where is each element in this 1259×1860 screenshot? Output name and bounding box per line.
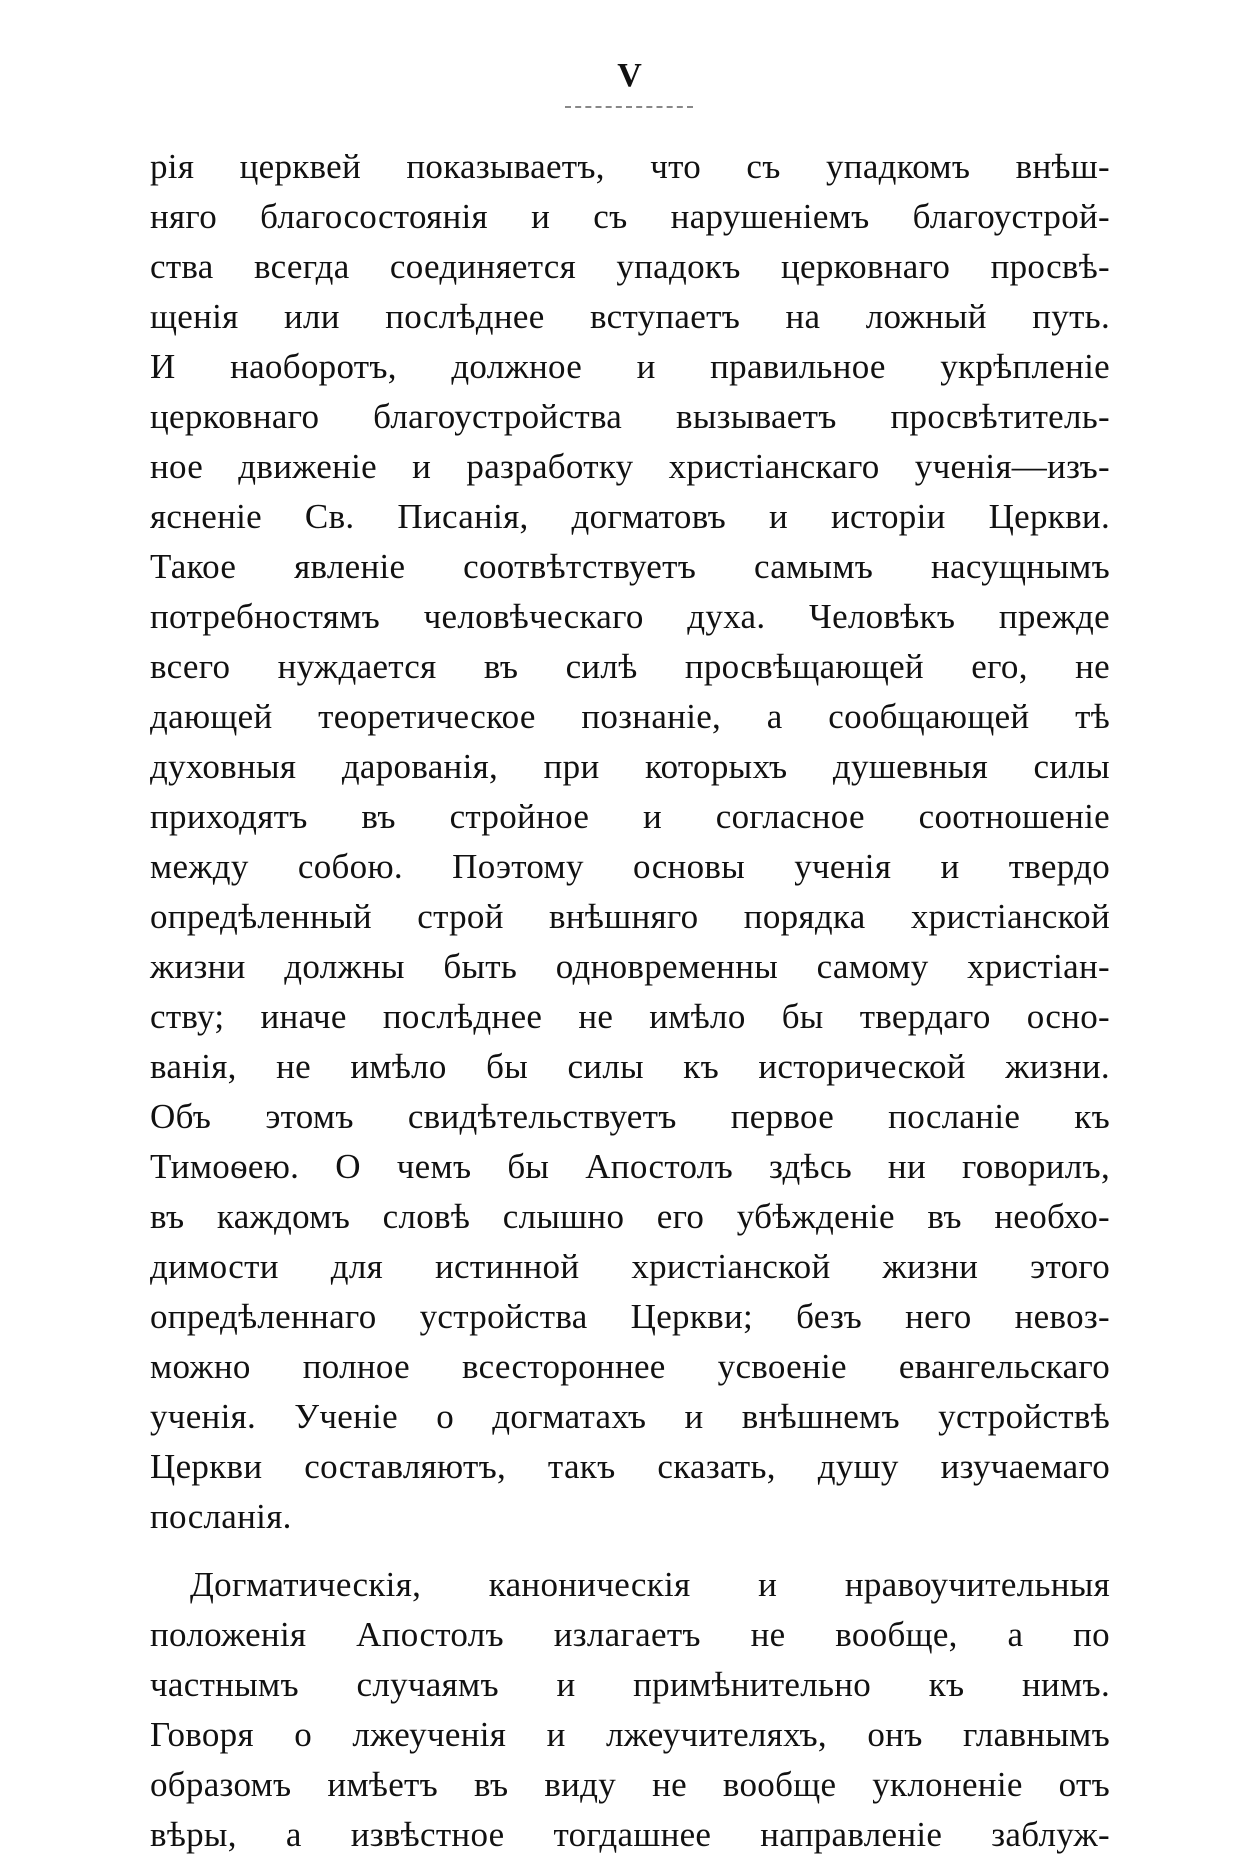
text-line: частнымъ случаямъ и примѣнительно къ нимъ. bbox=[150, 1665, 1110, 1704]
text-line: ясненіе Св. Писанія, догматовъ и исторіи Церкви. bbox=[150, 497, 1110, 536]
text-line: можно полное всестороннее усвоеніе евангельскаго bbox=[150, 1347, 1110, 1386]
text-line: рія церквей показываетъ, что съ упадкомъ внѣш- bbox=[150, 147, 1110, 186]
text-line: Тимоѳею. О чемъ бы Апостолъ здѣсь ни говорилъ, bbox=[150, 1147, 1110, 1186]
text-line: образомъ имѣетъ въ виду не вообще уклоненіе отъ bbox=[150, 1765, 1110, 1804]
text-line: няго благосостоянія и съ нарушеніемъ благоустрой- bbox=[150, 197, 1110, 236]
text-line: Объ этомъ свидѣтельствуетъ первое посланіе къ bbox=[150, 1097, 1110, 1136]
body-text bbox=[150, 142, 1110, 1860]
text-line: дающей теоретическое познаніе, а сообщающей тѣ bbox=[150, 697, 1110, 736]
text-line: всего нуждается въ силѣ просвѣщающей его, не bbox=[150, 647, 1110, 686]
text-line: опредѣленный строй внѣшняго порядка христіанской bbox=[150, 897, 1110, 936]
text-line: потребностямъ человѣческаго духа. Человѣкъ прежде bbox=[150, 597, 1110, 636]
text-line: Церкви составляютъ, такъ сказать, душу изучаемаго bbox=[150, 1447, 1110, 1486]
page-header bbox=[0, 56, 1259, 96]
paragraph bbox=[150, 1560, 1110, 1860]
text-line: ное движеніе и разработку христіанскаго ученія—изъ- bbox=[150, 447, 1110, 486]
paragraph-gap bbox=[150, 1542, 1110, 1560]
text-line: приходятъ въ стройное и согласное соотношеніе bbox=[150, 797, 1110, 836]
text-line: ванія, не имѣло бы силы къ исторической жизни. bbox=[150, 1047, 1110, 1086]
text-line: И наоборотъ, должное и правильное укрѣпленіе bbox=[150, 347, 1110, 386]
paragraph bbox=[150, 142, 1110, 1542]
text-line: положенія Апостолъ излагаетъ не вообще, а по bbox=[150, 1615, 1110, 1654]
text-line: жизни должны быть одновременны самому христіан- bbox=[150, 947, 1110, 986]
text-line: опредѣленнаго устройства Церкви; безъ него невоз- bbox=[150, 1297, 1110, 1336]
text-line: между собою. Поэтому основы ученія и твердо bbox=[150, 847, 1110, 886]
text-line: димости для истинной христіанской жизни этого bbox=[150, 1247, 1110, 1286]
text-line: ученія. Ученіе о догматахъ и внѣшнемъ устройствѣ bbox=[150, 1397, 1110, 1436]
text-line: вѣры, а извѣстное тогдашнее направленіе заблуж- bbox=[150, 1815, 1110, 1854]
text-line: Догматическія, каноническія и нравоучительныя bbox=[190, 1565, 1110, 1604]
text-line: Такое явленіе соотвѣтствуетъ самымъ насущнымъ bbox=[150, 547, 1110, 586]
text-line: ства всегда соединяется упадокъ церковнаго просвѣ- bbox=[150, 247, 1110, 286]
text-line: въ каждомъ словѣ слышно его убѣжденіе въ необхо- bbox=[150, 1197, 1110, 1236]
text-line: духовныя дарованія, при которыхъ душевныя силы bbox=[150, 747, 1110, 786]
header-rule bbox=[565, 106, 693, 108]
text-line: Говоря о лжеученія и лжеучителяхъ, онъ главнымъ bbox=[150, 1715, 1110, 1754]
text-line: церковнаго благоустройства вызываетъ просвѣтитель- bbox=[150, 397, 1110, 436]
page-number: V bbox=[617, 57, 642, 94]
text-line: посланія. bbox=[150, 1497, 292, 1536]
text-line: щенія или послѣднее вступаетъ на ложный путь. bbox=[150, 297, 1110, 336]
text-line: ству; иначе послѣднее не имѣло бы твердаго осно- bbox=[150, 997, 1110, 1036]
